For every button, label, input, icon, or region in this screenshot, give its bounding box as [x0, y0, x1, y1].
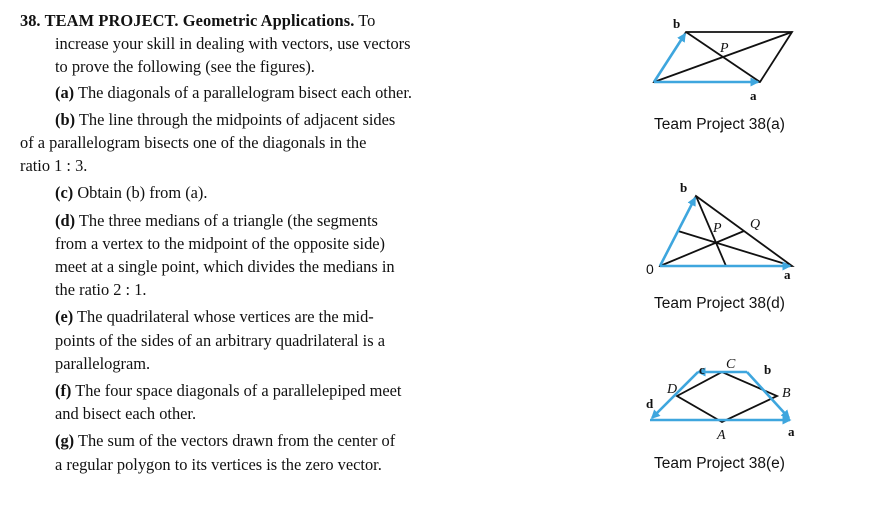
figure-38e [640, 352, 810, 447]
item-f-text-1: The four space diagonals of a parallelepiped meet [75, 381, 402, 401]
label-b: b [673, 16, 681, 31]
item-g-label: (g) [55, 431, 75, 451]
intro-line-1-tail: To [358, 11, 376, 30]
item-f-text-2: and bisect each other. [55, 404, 197, 424]
intro-line-3: to prove the following (see the figures). [55, 57, 315, 77]
figure-38d [640, 180, 810, 280]
label-B: B [782, 386, 791, 401]
item-b-text-1: The line through the midpoints of adjacent sides [78, 109, 396, 129]
item-g-text-2: a regular polygon to its vertices is the zero vector. [55, 454, 382, 474]
item-e-label: (e) [55, 307, 74, 327]
median-3 [678, 231, 792, 266]
item-f [20, 379, 472, 425]
label-p-d: P [713, 221, 722, 236]
item-e [20, 305, 472, 375]
item-d-text-1: The three medians of a triangle (the segments [78, 210, 378, 230]
problem-text [20, 9, 472, 476]
item-a-text: The diagonals of a parallelogram bisect each other. [77, 82, 412, 102]
item-c-label: (c) [55, 183, 74, 203]
item-d-text-4: the ratio 2 : 1. [55, 280, 147, 300]
label-b-vec: b [764, 362, 772, 377]
label-a-vec: a [788, 424, 795, 439]
item-c [55, 181, 472, 204]
item-e-text-1: The quadrilateral whose vertices are the mid- [77, 307, 374, 327]
label-A: A [717, 428, 726, 443]
item-e-text-2: points of the sides of an arbitrary quadrilateral is a [55, 330, 385, 350]
item-d-text-2: from a vertex to the midpoint of the opposite side) [55, 233, 386, 253]
caption-38a: Team Project 38(a) [654, 116, 785, 133]
diagonal-2 [686, 32, 760, 82]
item-e-text-3: parallelogram. [55, 353, 151, 373]
label-a-d: a [784, 267, 791, 280]
figure-38a [640, 12, 810, 107]
label-q-d: Q [750, 217, 761, 232]
item-b [20, 108, 472, 178]
label-C: C [726, 357, 736, 372]
item-a [55, 81, 472, 104]
median-1 [660, 231, 744, 266]
item-d-text-3: meet at a single point, which divides the medians in [55, 257, 395, 277]
item-b-text-2: of a parallelogram bisects one of the diagonals in the [20, 133, 367, 153]
label-D: D [667, 382, 678, 397]
item-g-text-1: The sum of the vectors drawn from the center of [77, 431, 396, 451]
label-d-vec: d [646, 396, 654, 411]
label-c-vec: c [699, 362, 705, 377]
caption-38d: Team Project 38(d) [654, 295, 785, 312]
problem-title: TEAM PROJECT. Geometric Applications. [44, 11, 355, 30]
item-c-text: Obtain (b) from (a). [77, 183, 208, 203]
label-p: P [720, 41, 729, 56]
vector-b-arrow-d [660, 198, 695, 266]
item-d [20, 209, 472, 302]
item-d-label: (d) [55, 210, 76, 230]
item-f-label: (f) [55, 381, 72, 401]
item-b-label: (b) [55, 109, 76, 129]
item-a-label: (a) [55, 82, 75, 102]
intro-line-2: increase your skill in dealing with vectors, use vectors [55, 34, 411, 54]
label-0-d: 0 [646, 261, 654, 277]
item-b-text-3: ratio 1 : 3. [20, 156, 88, 176]
label-b-d: b [680, 180, 688, 195]
vector-b-arrow [654, 34, 685, 82]
caption-38e: Team Project 38(e) [654, 455, 785, 472]
item-g [20, 429, 472, 475]
problem-number: 38. [20, 11, 41, 30]
label-a: a [750, 88, 757, 103]
problem-heading [20, 9, 472, 32]
